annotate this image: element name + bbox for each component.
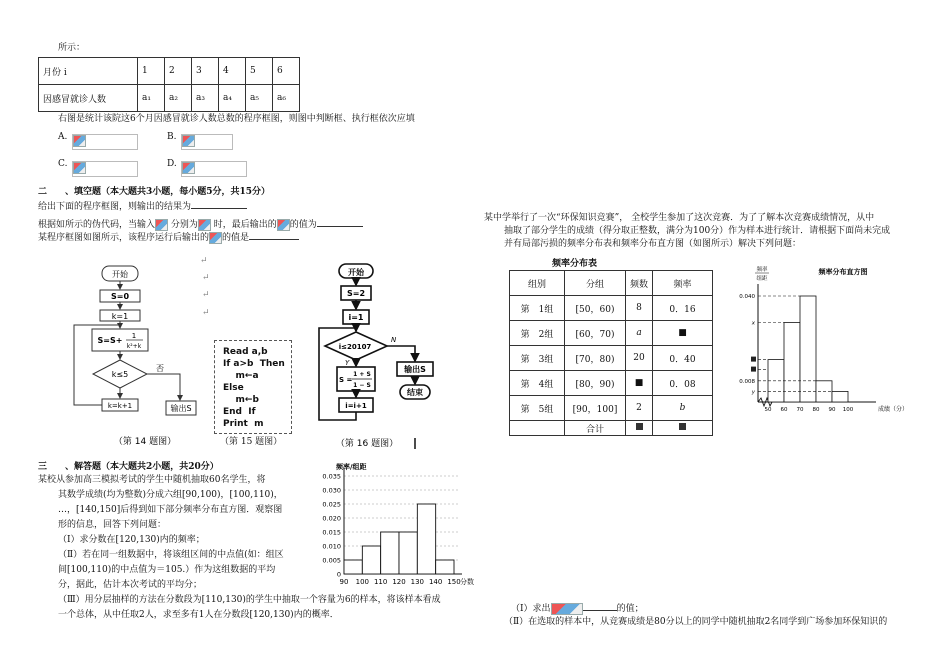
month-cell: 3: [192, 58, 219, 85]
y-tick-label: 0.035: [322, 472, 341, 481]
s3-line: 一个总体，从中任取2人，求至多有1人在分数段[120,130)内的概率．: [58, 610, 339, 620]
month-cell: 6: [273, 58, 300, 85]
td-smudge: [653, 421, 713, 436]
right-q1-text: （Ⅰ）求出: [511, 604, 551, 614]
cases-cell: a₄: [219, 85, 246, 112]
answer-blank[interactable]: [249, 230, 299, 240]
fc14-inc: k=k+1: [107, 402, 133, 410]
td-range: [60，70): [565, 321, 626, 346]
histogram-bar: [362, 546, 380, 574]
fill-q3-text-b: 的值是: [222, 233, 250, 243]
y-tick-label: 0.030: [322, 486, 341, 495]
td-smudge: [626, 421, 653, 436]
td-rate: b: [653, 396, 713, 421]
return-mark: ↵: [200, 256, 208, 266]
s3-line: 某校从参加高三模拟考试的学生中随机抽取60名学生，将: [38, 475, 266, 485]
y-tick-label: 0: [336, 570, 341, 579]
th-rate: 频率: [653, 271, 713, 296]
histogram-bar: [784, 323, 800, 403]
histogram-bar: [832, 391, 848, 402]
option-a-box[interactable]: [72, 134, 138, 150]
pseudocode-text: Read a,b If a>b Then m←a Else m←b End If Print m: [223, 347, 285, 429]
fc16-out: 输出S: [404, 365, 426, 374]
answer-blank[interactable]: [191, 199, 247, 209]
fc16-inc: i=i+1: [345, 402, 367, 410]
td-total: 合计: [565, 421, 626, 436]
cases-cell: a₅: [246, 85, 273, 112]
return-mark: ↵: [202, 308, 210, 318]
table-row: [510, 271, 713, 296]
y-axis-title: 频率: [756, 267, 768, 273]
right-line: 并有局部污损的频率分布表和频率分布直方图（如图所示）解决下列问题：: [504, 239, 802, 249]
fc14-frac-den: k²+k: [126, 343, 142, 350]
option-c-box[interactable]: [72, 161, 138, 177]
fc14-frac-num: 1: [131, 332, 137, 340]
x-tick-label: 100: [355, 578, 370, 586]
y-tick-label: 0.010: [322, 542, 341, 551]
x-tick-label: 70: [796, 407, 804, 413]
freq-table-title: 频率分布表: [552, 259, 598, 269]
answer-blank[interactable]: [583, 601, 617, 611]
td-group: 第 5组: [510, 396, 565, 421]
td-rate: 0．16: [653, 296, 713, 321]
histogram-bar: [800, 296, 816, 402]
x-tick-label: 120: [392, 578, 406, 586]
month-cell: 4: [219, 58, 246, 85]
cases-cell: a₃: [192, 85, 219, 112]
fill-q2-text-c: 时，最后输出的: [213, 220, 277, 230]
fill-q2-text-b: 分别为: [170, 220, 198, 230]
option-d-label: D.: [167, 159, 177, 169]
month-cases-table: [38, 57, 300, 112]
image-placeholder-icon: [73, 162, 86, 174]
right-line: 某中学举行了一次“环保知识竞赛”， 全校学生参加了这次竞赛．为了了解本次竞赛成绩情况，从中: [484, 213, 875, 223]
fc16-frac-den: 1 − S: [353, 382, 371, 389]
option-b-box[interactable]: [181, 134, 233, 150]
chart-title: 频率分布直方图: [818, 268, 868, 276]
td-group: 第 1组: [510, 296, 565, 321]
y-axis-title-den: 组距: [756, 276, 768, 282]
s3-line: …，[140,150]后得到如下部分频率分布直方图．观察图: [58, 505, 283, 515]
return-mark: ↵: [202, 273, 210, 283]
y-axis-title: 频率/组距: [336, 463, 367, 471]
s3-line: 间[100,110)的中点值为＝105.）作为这组数据的平均: [58, 565, 276, 575]
right-line: 抽取了部分学生的成绩（得分取正整数，满分为100分）作为样本进行统计．请根据下面尚未完成: [504, 226, 891, 236]
pseudocode-box: [214, 340, 292, 434]
row-label-month: 月份 i: [39, 58, 138, 85]
fc16-cond: i≤20107: [338, 343, 372, 351]
s3-line: 其数学成绩(均为整数)分成六组[90,100)，[100,110)，: [58, 490, 283, 500]
td-freq: 20: [626, 346, 653, 371]
x-tick-label: 150: [447, 578, 461, 586]
fc16-n: N: [391, 336, 397, 344]
y-tick-label: x: [751, 320, 755, 327]
image-placeholder-icon: [182, 162, 195, 174]
smudge-mark: [751, 357, 756, 362]
td-group: 第 3组: [510, 346, 565, 371]
month-cell: 1: [138, 58, 165, 85]
x-tick-label: 90: [339, 578, 349, 586]
fc16-i1: i=1: [348, 313, 364, 322]
table-row: [510, 321, 713, 346]
fc14-out: 输出S: [170, 404, 192, 413]
td-range: [70，80): [565, 346, 626, 371]
x-axis-title: 成绩（分）: [878, 406, 909, 413]
fc14-s0: S=0: [110, 292, 130, 301]
option-a-label: A.: [58, 132, 68, 142]
table-row: [39, 58, 300, 85]
histogram-bar: [399, 532, 417, 574]
image-placeholder-icon: [209, 232, 222, 244]
table-row: [510, 396, 713, 421]
x-axis-title: 分数: [460, 578, 474, 586]
option-d-box[interactable]: [181, 161, 247, 177]
right-q1: [511, 601, 644, 615]
fc14-k1: k=1: [111, 312, 129, 321]
x-tick-label: 140: [428, 578, 443, 586]
cases-cell: a₁: [138, 85, 165, 112]
table-row: [39, 85, 300, 112]
td-freq: a: [626, 321, 653, 346]
s3-line: （Ⅲ）用分层抽样的方法在分数段为[110,130)的学生中抽取一个容量为6的样本，将该样本看成: [58, 595, 441, 605]
fill-q1-text: 给出下面的程序框图，则输出的结果为: [38, 202, 192, 212]
section2-header: 二 、填空题（本大题共3小题，每小题5分，共15分）: [38, 187, 271, 197]
option-b-label: B.: [167, 132, 177, 142]
table-row: [510, 421, 713, 436]
image-placeholder-icon: [277, 219, 290, 231]
histogram-scores: [310, 462, 474, 590]
histogram-bar: [381, 532, 399, 574]
fc14-ssum: S=S+: [97, 336, 123, 345]
fc16-frac-num: 1 + S: [353, 371, 371, 378]
fc16-s-label: S =: [339, 376, 353, 384]
x-tick-label: 60: [780, 407, 788, 413]
option-c-label: C.: [58, 159, 68, 169]
s3-line: （Ⅱ）若在同一组数据中，将该组区间的中点值(如：组区: [58, 550, 284, 560]
cases-cell: a₂: [165, 85, 192, 112]
td-empty: [510, 421, 565, 436]
y-tick-label: 0.040: [739, 294, 755, 300]
return-mark: ↵: [202, 290, 210, 300]
td-range: [50，60): [565, 296, 626, 321]
histogram-bar: [436, 560, 454, 574]
intro-text: 所示：: [58, 43, 86, 53]
fc15-caption: （第 15 题图）: [220, 437, 283, 447]
image-placeholder-icon: [155, 219, 168, 231]
x-tick-label: 90: [828, 407, 836, 413]
section3-header: 三 、解答题（本大题共2小题，共20分）: [38, 462, 219, 472]
smudge-mark: [751, 367, 756, 372]
fill-q3: [38, 230, 299, 244]
td-group: 第 4组: [510, 371, 565, 396]
question-text: 右图是统计该院这6个月因感冒就诊人数总数的程序框图，则图中判断框、执行框依次应填: [58, 114, 415, 124]
fill-q1: [38, 199, 247, 213]
answer-blank[interactable]: [317, 217, 363, 227]
month-cell: 2: [165, 58, 192, 85]
image-placeholder-icon: [182, 135, 195, 147]
fill-q3-text-a: 某程序框图如图所示，该程序运行后输出的: [38, 233, 210, 243]
right-q2: （Ⅱ）在选取的样本中，从竞赛成绩是80分以上的同学中随机抽取2名同学到广场参加环保知识的: [504, 617, 888, 627]
td-group: 第 2组: [510, 321, 565, 346]
x-tick-label: 100: [842, 407, 854, 413]
freq-table: [509, 270, 713, 436]
flowchart-14: [70, 260, 210, 445]
td-range: [90，100]: [565, 396, 626, 421]
fc14-start: 开始: [112, 270, 128, 279]
image-placeholder-icon: [73, 135, 86, 147]
s3-line: （Ⅰ）求分数在[120,130)内的频率；: [58, 535, 205, 545]
y-tick-label: y: [751, 389, 755, 396]
td-rate: 0．40: [653, 346, 713, 371]
y-tick-label: 0.008: [739, 378, 755, 385]
fc16-start: 开始: [348, 268, 364, 277]
table-row: [510, 346, 713, 371]
td-freq: 2: [626, 396, 653, 421]
fc14-cond: k≤5: [111, 370, 129, 379]
td-freq: ■: [626, 371, 653, 396]
fill-q2: [38, 217, 363, 231]
x-tick-label: 110: [373, 578, 388, 586]
image-placeholder-icon: [551, 603, 583, 615]
td-range: [80，90): [565, 371, 626, 396]
month-cell: 5: [246, 58, 273, 85]
x-tick-label: 50: [764, 407, 772, 413]
table-row: [510, 371, 713, 396]
s3-line: 形的信息，回答下列问题：: [58, 520, 167, 530]
fc14-caption: （第 14 题图）: [113, 437, 177, 447]
y-tick-label: 0.020: [322, 514, 341, 523]
y-tick-label: 0.005: [322, 556, 341, 565]
th-range: 分组: [565, 271, 626, 296]
histogram-competition: [728, 262, 928, 422]
histogram-bar: [417, 504, 435, 574]
th-freq: 频数: [626, 271, 653, 296]
fill-q2-text-a: 根据如所示的伪代码，当输入: [38, 220, 156, 230]
y-tick-label: 0.025: [322, 500, 341, 509]
td-freq: 8: [626, 296, 653, 321]
td-rate: 0．08: [653, 371, 713, 396]
x-tick-label: 130: [410, 578, 425, 586]
right-q1-tail: 的值；: [616, 604, 644, 614]
row-label-cases: 因感冒就诊人数: [39, 85, 138, 112]
fill-q2-text-d: 的值为: [289, 220, 317, 230]
td-rate: ■: [653, 321, 713, 346]
cases-cell: a₆: [273, 85, 300, 112]
fc16-y: Y: [345, 359, 350, 367]
x-tick-label: 80: [812, 407, 820, 413]
fc14-no: 否: [156, 364, 164, 373]
fc16-caption: （第 16 题图）: [335, 439, 399, 449]
s3-line: 分，据此，估计本次考试的平均分；: [58, 580, 203, 590]
th-group: 组别: [510, 271, 565, 296]
table-row: [510, 296, 713, 321]
y-tick-label: 0.015: [322, 528, 341, 537]
histogram-bar: [344, 560, 362, 574]
fc16-s2: S=2: [346, 289, 366, 298]
flowchart-16: [315, 262, 445, 452]
fc16-end: 结束: [407, 388, 423, 397]
image-placeholder-icon: [198, 219, 211, 231]
